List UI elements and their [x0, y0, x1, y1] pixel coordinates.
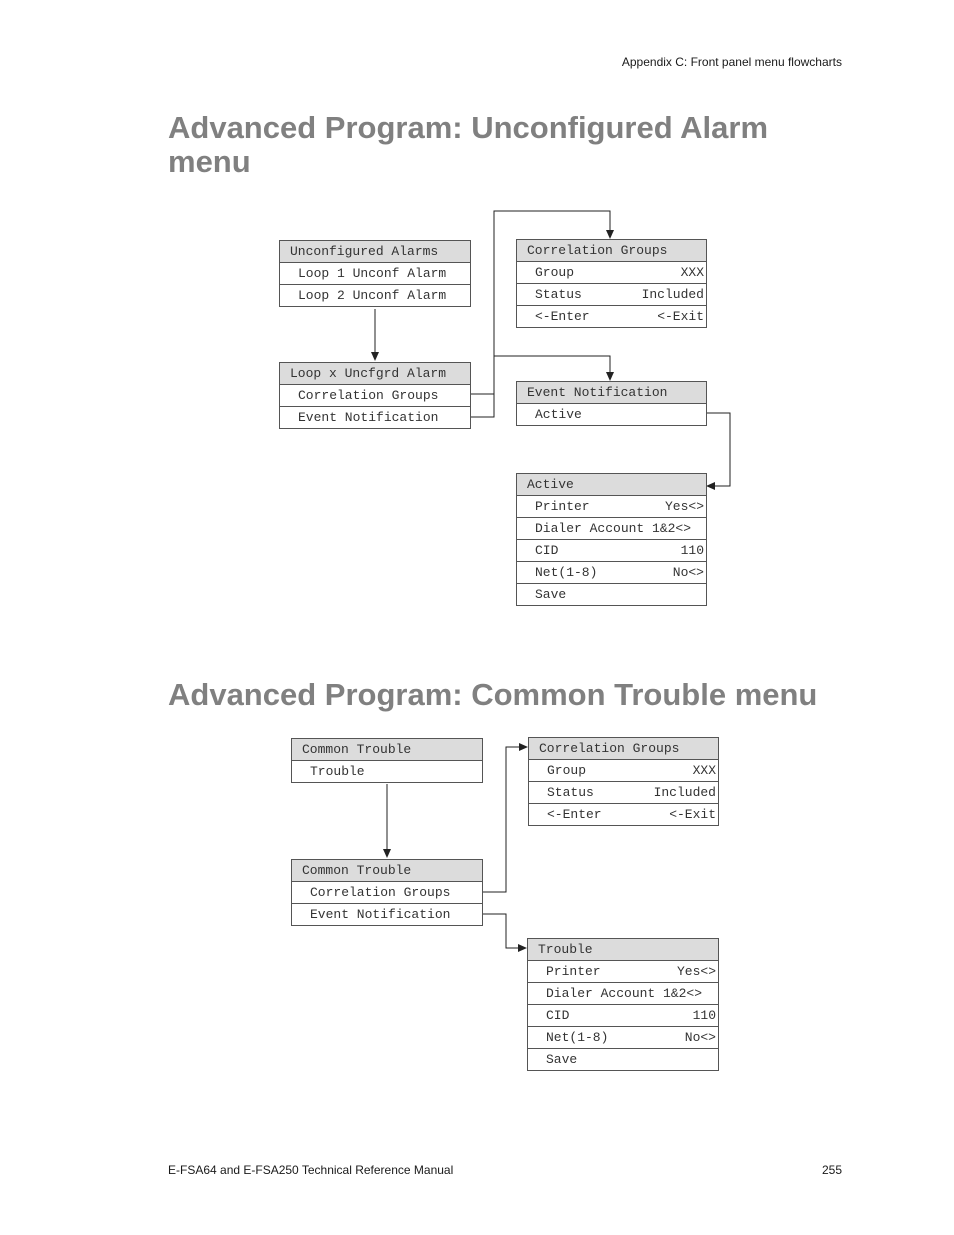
menu-item-cid: CID 110 [528, 1005, 718, 1027]
menu-item-correlation-groups: Correlation Groups [280, 385, 470, 407]
menu-item-dialer-account: Dialer Account 1&2<> [517, 518, 706, 540]
menu-item-status: Status Included [529, 782, 718, 804]
section-title-unconfigured-alarm: Advanced Program: Unconfigured Alarm menu [168, 110, 769, 179]
section-title-common-trouble: Advanced Program: Common Trouble menu [168, 677, 818, 712]
menu-item-event-notification: Event Notification [298, 410, 439, 425]
menu-item-status: Status Included [517, 284, 706, 306]
menu-item-printer: Printer Yes<> [528, 961, 718, 983]
trouble-menu [527, 938, 719, 1071]
correlation-groups-header: Correlation Groups [529, 738, 718, 760]
loop-alarm-header: Loop x Uncfgrd Alarm [280, 363, 470, 385]
menu-item-group: Group XXX [517, 262, 706, 284]
menu-item-save: Save [535, 587, 567, 602]
menu-item-group: Group XXX [529, 760, 718, 782]
common-trouble-sub-header: Common Trouble [292, 860, 482, 882]
common-trouble-header: Common Trouble [292, 739, 482, 761]
menu-item-enter-exit: <-Enter <-Exit [535, 309, 704, 324]
unconfigured-alarms-menu [279, 240, 471, 307]
running-head: Appendix C: Front panel menu flowcharts [621, 55, 842, 69]
menu-item-active: Active [535, 407, 582, 422]
correlation-groups-header: Correlation Groups [517, 240, 706, 262]
event-notification-menu [516, 381, 707, 426]
active-menu [516, 473, 707, 606]
correlation-groups-menu [516, 239, 707, 328]
footer-manual-title: E-FSA64 and E-FSA250 Technical Reference Manual [168, 1163, 454, 1177]
correlation-groups-menu [528, 737, 719, 826]
common-trouble-menu [291, 738, 483, 783]
menu-item-loop-1: Loop 1 Unconf Alarm [280, 263, 470, 285]
menu-item-net: Net(1-8) No<> [517, 562, 706, 584]
event-notification-header: Event Notification [517, 382, 706, 404]
menu-item-correlation-groups: Correlation Groups [292, 882, 482, 904]
menu-item-enter-exit: <-Enter <-Exit [547, 807, 716, 822]
menu-item-save: Save [546, 1052, 578, 1067]
menu-item-event-notification: Event Notification [310, 907, 451, 922]
menu-item-loop-2: Loop 2 Unconf Alarm [298, 288, 447, 303]
menu-item-cid: CID 110 [517, 540, 706, 562]
menu-item-trouble: Trouble [310, 764, 365, 779]
unconfigured-alarms-header: Unconfigured Alarms [280, 241, 470, 263]
common-trouble-submenu [291, 859, 483, 926]
trouble-header: Trouble [528, 939, 718, 961]
active-header: Active [517, 474, 706, 496]
menu-item-dialer-account: Dialer Account 1&2<> [528, 983, 718, 1005]
loop-alarm-menu [279, 362, 471, 429]
footer-page-number: 255 [821, 1163, 842, 1177]
menu-item-net: Net(1-8) No<> [528, 1027, 718, 1049]
menu-item-printer: Printer Yes<> [517, 496, 706, 518]
